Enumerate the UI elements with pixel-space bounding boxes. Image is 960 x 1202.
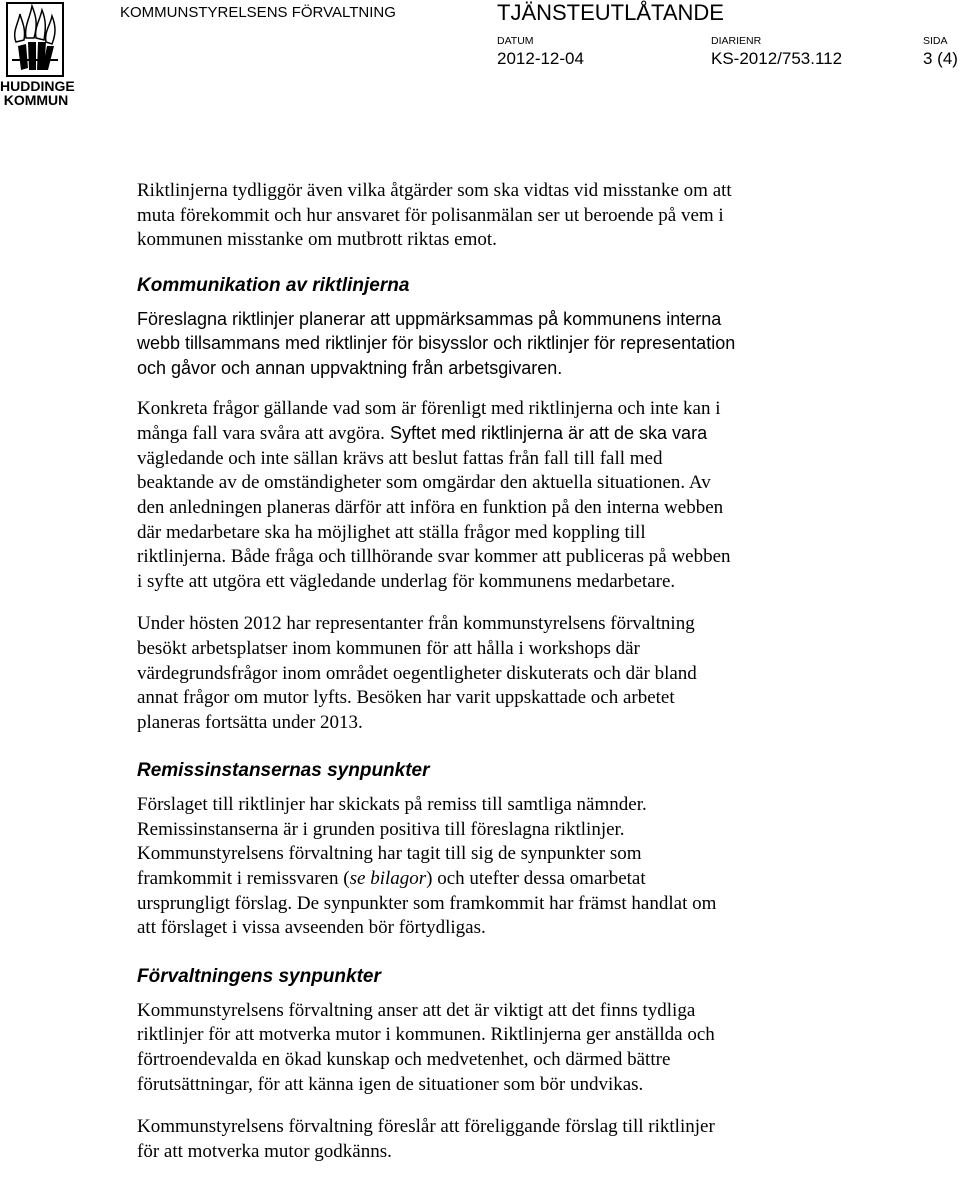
paragraph-forvaltning: [137, 999, 947, 1097]
municipality-logo: [0, 0, 75, 108]
text-line: Kommunstyrelsens förvaltning föreslår att föreliggande förslag till riktlinjer: [137, 1116, 715, 1138]
text-line: många fall vara svåra att avgöra.: [137, 423, 385, 445]
torch-bundle-icon: [6, 2, 64, 78]
paragraph-remiss: [137, 793, 947, 941]
text-line: ursprungligt förslag. De synpunkter som framkommit har främst handlat om: [137, 892, 717, 914]
document-body: [137, 179, 947, 1164]
logo-text-line1: HUDDINGE: [0, 78, 75, 94]
logo-text-line2: KOMMUN: [3, 92, 69, 108]
text-line: ) och utefter dessa omarbetat: [426, 868, 646, 890]
bilagor-reference: se bilagor: [349, 868, 427, 890]
text-line: där medarbetare ska ha möjlighet att ställa frågor med koppling till: [137, 521, 646, 543]
diarienr-label: DIARIENR: [711, 35, 762, 47]
text-line: förtroendevalda en ökad kunskap och medvetenhet, och därmed bättre: [137, 1049, 671, 1071]
text-line: Remissinstanserna är i grunden positiva till föreslagna riktlinjer.: [137, 818, 625, 840]
text-line: riktlinjerna. Både fråga och tillhörande svar kommer att publiceras på webben: [137, 546, 731, 568]
text-line: värdegrundsfrågor inom området oegentligheter diskuterats och där bland: [137, 662, 697, 684]
text-line: Förslaget till riktlinjer har skickats på remiss till samtliga nämnder.: [137, 794, 647, 816]
text-line: annat frågor om mutor lyfts. Besöken har varit uppskattade och arbetet: [137, 687, 675, 709]
text-line: att förslaget i vissa avseenden bör förtydligas.: [137, 917, 486, 939]
text-line: Riktlinjerna tydliggör även vilka åtgärder som ska vidtas vid misstanke om att: [137, 180, 732, 201]
text-line: för att motverka mutor godkänns.: [137, 1140, 392, 1162]
paragraph-hosten: [137, 612, 947, 735]
heading-forvaltning: Förvaltningens synpunkter: [137, 965, 381, 987]
text-line: Kommunstyrelsens förvaltning har tagit till sig de synpunkter som: [137, 843, 642, 865]
text-line: Konkreta frågor gällande vad som är förenligt med riktlinjerna och inte kan i: [137, 397, 721, 419]
heading-remiss: Remissinstansernas synpunkter: [137, 760, 430, 782]
sida-label: SIDA: [923, 35, 948, 47]
text-line: i syfte att utgöra ett vägledande underlag för kommunens medarbetare.: [137, 570, 676, 592]
text-line: riktlinjer för att motverka mutor i kommunen. Riktlinjerna ger anställda och: [137, 1024, 715, 1046]
text-line: och gåvor och annan uppvaktning från arbetsgivaren.: [137, 357, 563, 378]
text-line: förutsättningar, för att känna igen de situationer som bör undvikas.: [137, 1073, 644, 1095]
text-line: besökt arbetsplatser inom kommunen för att hålla i workshops där: [137, 637, 640, 659]
text-line: den anledningen planeras därför att införa en funktion på den interna webben: [137, 496, 724, 518]
text-line: vägledande och inte sällan krävs att beslut fattas från fall till fall med: [137, 447, 663, 469]
paragraph-konkreta: [137, 397, 947, 595]
text-line: webb tillsammans med riktlinjer för bisysslor och riktlinjer för representation: [137, 333, 736, 354]
text-line: Kommunstyrelsens förvaltning anser att det är viktigt att det finns tydliga: [137, 999, 696, 1021]
datum-value: 2012-12-04: [497, 49, 584, 68]
document-type: TJÄNSTEUTLÅTANDE: [497, 0, 724, 25]
heading-kommunikation: Kommunikation av riktlinjerna: [137, 274, 410, 296]
text-line: beaktande av de omständigheter som omgärdar den aktuella situationen. Av: [137, 472, 711, 494]
text-line: muta förekommit och hur ansvaret för polisanmälan ser ut beroende på vem i: [137, 204, 724, 226]
datum-label: DATUM: [497, 35, 534, 47]
text-line: planeras fortsätta under 2013.: [137, 711, 363, 733]
paragraph-intro: [137, 179, 947, 253]
text-line: Föreslagna riktlinjer planerar att uppmärksammas på kommunens interna: [137, 308, 722, 329]
text-line: Syftet med riktlinjerna är att de ska vara: [384, 423, 708, 444]
organization-name: KOMMUNSTYRELSENS FÖRVALTNING: [120, 4, 396, 21]
diarienr-value: KS-2012/753.112: [711, 49, 843, 68]
sida-value: 3 (4): [923, 49, 958, 68]
paragraph-kommunikation: [137, 307, 947, 381]
paragraph-forslag: [137, 1115, 947, 1164]
text-line: Under hösten 2012 har representanter från kommunstyrelsens förvaltning: [137, 613, 695, 635]
text-line: kommunen misstanke om mutbrott riktas emot.: [137, 229, 497, 251]
text-line: framkommit i remissvaren (: [137, 868, 350, 890]
